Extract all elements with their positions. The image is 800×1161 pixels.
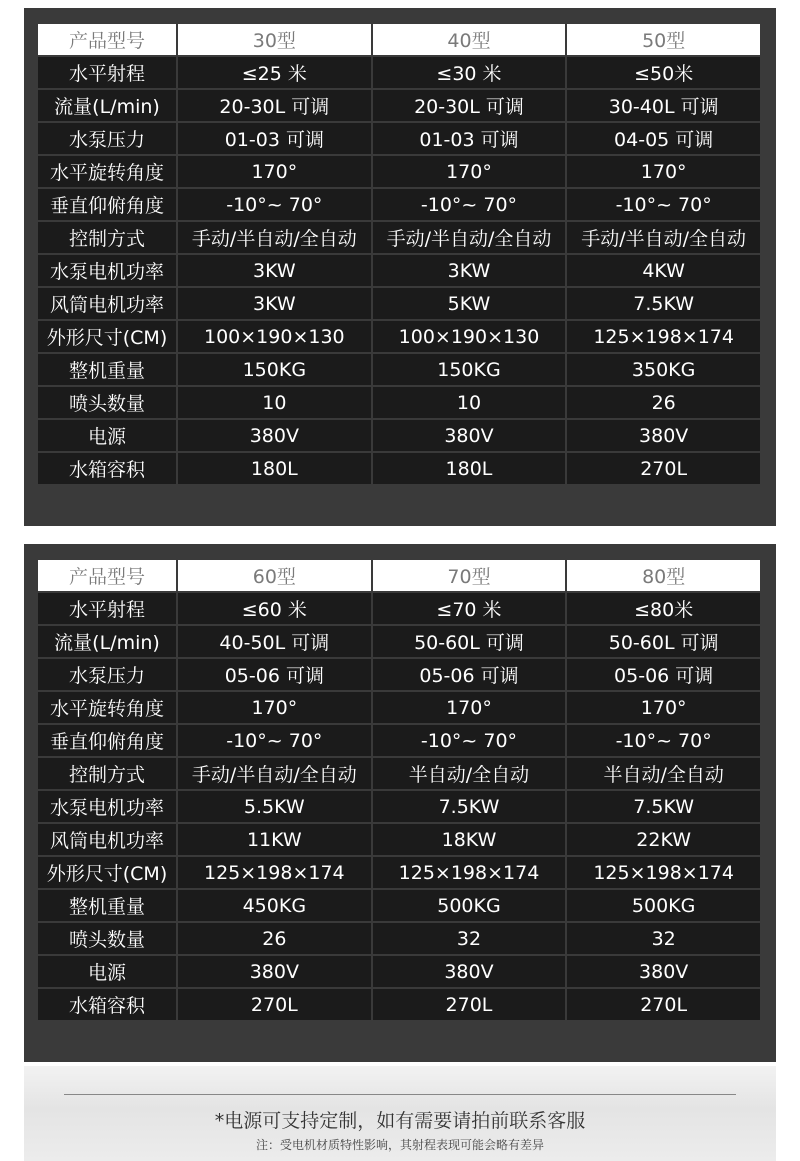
footer-notes xyxy=(24,1066,776,1161)
spec-value-cell: 半自动/全自动 xyxy=(567,758,760,789)
spec-value-cell: 125×198×174 xyxy=(567,857,760,888)
spec-value-cell: 05-06 可调 xyxy=(567,659,760,690)
table-row xyxy=(38,923,760,954)
table-row xyxy=(38,791,760,822)
table-row xyxy=(38,453,760,484)
spec-value-cell: 270L xyxy=(373,989,566,1020)
spec-value-cell: 01-03 可调 xyxy=(178,123,371,154)
spec-label-cell: 水泵电机功率 xyxy=(38,791,176,822)
spec-value-cell: 7.5KW xyxy=(567,791,760,822)
table-row xyxy=(38,123,760,154)
spec-value-cell: 手动/半自动/全自动 xyxy=(178,758,371,789)
spec-value-cell: 20-30L 可调 xyxy=(373,90,566,121)
spec-label-cell: 流量(L/min) xyxy=(38,90,176,121)
spec-value-cell: 380V xyxy=(373,956,566,987)
table-row xyxy=(38,593,760,624)
spec-value-cell: 3KW xyxy=(178,255,371,286)
spec-value-cell: 100×190×130 xyxy=(178,321,371,352)
spec-value-cell: -10°~ 70° xyxy=(567,189,760,220)
range-disclaimer-note: 注：受电机材质特性影响，其射程表现可能会略有差异 xyxy=(255,1138,544,1152)
spec-value-cell: 手动/半自动/全自动 xyxy=(178,222,371,253)
model-header-cell: 40型 xyxy=(373,24,566,55)
spec-label-cell: 垂直仰俯角度 xyxy=(38,725,176,756)
spec-table-1 xyxy=(36,22,762,486)
power-customization-note: *电源可支持定制，如有需要请拍前联系客服 xyxy=(214,1110,586,1132)
spec-value-cell: -10°~ 70° xyxy=(567,725,760,756)
spec-value-cell: 3KW xyxy=(373,255,566,286)
spec-value-cell: 10 xyxy=(178,387,371,418)
spec-value-cell: 5.5KW xyxy=(178,791,371,822)
spec-value-cell: 380V xyxy=(373,420,566,451)
spec-value-cell: 半自动/全自动 xyxy=(373,758,566,789)
spec-label-cell: 控制方式 xyxy=(38,222,176,253)
spec-value-cell: 04-05 可调 xyxy=(567,123,760,154)
table-row xyxy=(38,354,760,385)
table-row xyxy=(38,692,760,723)
spec-value-cell: 380V xyxy=(178,956,371,987)
spec-value-cell: 150KG xyxy=(178,354,371,385)
header-label-cell: 产品型号 xyxy=(38,560,176,591)
spec-value-cell: 4KW xyxy=(567,255,760,286)
footer-divider xyxy=(64,1094,736,1095)
spec-label-cell: 水平旋转角度 xyxy=(38,156,176,187)
spec-value-cell: 手动/半自动/全自动 xyxy=(373,222,566,253)
table-row xyxy=(38,90,760,121)
spec-value-cell: 150KG xyxy=(373,354,566,385)
spec-value-cell: 05-06 可调 xyxy=(178,659,371,690)
spec-label-cell: 水泵电机功率 xyxy=(38,255,176,286)
spec-value-cell: 手动/半自动/全自动 xyxy=(567,222,760,253)
spec-value-cell: 11KW xyxy=(178,824,371,855)
model-header-cell: 70型 xyxy=(373,560,566,591)
spec-value-cell: 125×198×174 xyxy=(373,857,566,888)
spec-value-cell: 170° xyxy=(567,156,760,187)
model-header-cell: 60型 xyxy=(178,560,371,591)
spec-label-cell: 流量(L/min) xyxy=(38,626,176,657)
spec-value-cell: 40-50L 可调 xyxy=(178,626,371,657)
table-row xyxy=(38,758,760,789)
spec-label-cell: 整机重量 xyxy=(38,890,176,921)
spec-value-cell: ≤25 米 xyxy=(178,57,371,88)
spec-value-cell: 500KG xyxy=(567,890,760,921)
spec-value-cell: ≤30 米 xyxy=(373,57,566,88)
spec-value-cell: 05-06 可调 xyxy=(373,659,566,690)
spec-value-cell: 450KG xyxy=(178,890,371,921)
spec-value-cell: 22KW xyxy=(567,824,760,855)
spec-label-cell: 风筒电机功率 xyxy=(38,824,176,855)
spec-value-cell: 170° xyxy=(178,156,371,187)
spec-value-cell: 3KW xyxy=(178,288,371,319)
spec-label-cell: 喷头数量 xyxy=(38,923,176,954)
spec-value-cell: 10 xyxy=(373,387,566,418)
spec-table-panel-1 xyxy=(24,8,776,526)
spec-value-cell: 01-03 可调 xyxy=(373,123,566,154)
spec-label-cell: 水平旋转角度 xyxy=(38,692,176,723)
spec-value-cell: 170° xyxy=(567,692,760,723)
spec-label-cell: 控制方式 xyxy=(38,758,176,789)
spec-label-cell: 水平射程 xyxy=(38,57,176,88)
spec-table-2 xyxy=(36,558,762,1022)
model-header-cell: 30型 xyxy=(178,24,371,55)
table-row xyxy=(38,189,760,220)
spec-value-cell: 170° xyxy=(178,692,371,723)
spec-value-cell: 26 xyxy=(178,923,371,954)
spec-value-cell: 170° xyxy=(373,692,566,723)
table-row xyxy=(38,255,760,286)
spec-value-cell: ≤70 米 xyxy=(373,593,566,624)
spec-value-cell: 26 xyxy=(567,387,760,418)
spec-value-cell: 380V xyxy=(567,420,760,451)
spec-value-cell: ≤50米 xyxy=(567,57,760,88)
table-row xyxy=(38,989,760,1020)
spec-value-cell: 30-40L 可调 xyxy=(567,90,760,121)
table-row xyxy=(38,857,760,888)
spec-value-cell: 20-30L 可调 xyxy=(178,90,371,121)
spec-value-cell: 270L xyxy=(178,989,371,1020)
spec-label-cell: 外形尺寸(CM) xyxy=(38,857,176,888)
spec-label-cell: 水箱容积 xyxy=(38,453,176,484)
spec-label-cell: 外形尺寸(CM) xyxy=(38,321,176,352)
table-row xyxy=(38,57,760,88)
header-label-cell: 产品型号 xyxy=(38,24,176,55)
spec-value-cell: ≤60 米 xyxy=(178,593,371,624)
table-row xyxy=(38,156,760,187)
spec-value-cell: 32 xyxy=(567,923,760,954)
spec-value-cell: 125×198×174 xyxy=(178,857,371,888)
spec-value-cell: -10°~ 70° xyxy=(373,725,566,756)
table-row xyxy=(38,321,760,352)
spec-value-cell: 125×198×174 xyxy=(567,321,760,352)
spec-label-cell: 电源 xyxy=(38,956,176,987)
spec-label-cell: 风筒电机功率 xyxy=(38,288,176,319)
table-header-row xyxy=(38,560,760,591)
table-row xyxy=(38,222,760,253)
spec-value-cell: 380V xyxy=(178,420,371,451)
table-row xyxy=(38,659,760,690)
spec-value-cell: 5KW xyxy=(373,288,566,319)
spec-value-cell: 32 xyxy=(373,923,566,954)
spec-value-cell: 270L xyxy=(567,453,760,484)
spec-label-cell: 水箱容积 xyxy=(38,989,176,1020)
table-row xyxy=(38,420,760,451)
spec-value-cell: 18KW xyxy=(373,824,566,855)
spec-value-cell: 270L xyxy=(567,989,760,1020)
spec-label-cell: 垂直仰俯角度 xyxy=(38,189,176,220)
spec-value-cell: -10°~ 70° xyxy=(178,189,371,220)
spec-value-cell: 7.5KW xyxy=(373,791,566,822)
table-row xyxy=(38,387,760,418)
model-header-cell: 50型 xyxy=(567,24,760,55)
spec-label-cell: 喷头数量 xyxy=(38,387,176,418)
spec-value-cell: 180L xyxy=(373,453,566,484)
spec-label-cell: 水泵压力 xyxy=(38,659,176,690)
spec-label-cell: 水泵压力 xyxy=(38,123,176,154)
spec-label-cell: 电源 xyxy=(38,420,176,451)
spec-value-cell: 500KG xyxy=(373,890,566,921)
table-row xyxy=(38,725,760,756)
model-header-cell: 80型 xyxy=(567,560,760,591)
spec-value-cell: 100×190×130 xyxy=(373,321,566,352)
table-row xyxy=(38,288,760,319)
spec-value-cell: 50-60L 可调 xyxy=(567,626,760,657)
table-header-row xyxy=(38,24,760,55)
spec-value-cell: ≤80米 xyxy=(567,593,760,624)
spec-table-panel-2 xyxy=(24,544,776,1062)
table-row xyxy=(38,890,760,921)
spec-value-cell: 50-60L 可调 xyxy=(373,626,566,657)
spec-label-cell: 水平射程 xyxy=(38,593,176,624)
spec-value-cell: 380V xyxy=(567,956,760,987)
spec-value-cell: 170° xyxy=(373,156,566,187)
table-row xyxy=(38,626,760,657)
spec-label-cell: 整机重量 xyxy=(38,354,176,385)
spec-value-cell: -10°~ 70° xyxy=(178,725,371,756)
spec-value-cell: 350KG xyxy=(567,354,760,385)
spec-value-cell: -10°~ 70° xyxy=(373,189,566,220)
table-row xyxy=(38,824,760,855)
table-row xyxy=(38,956,760,987)
spec-value-cell: 7.5KW xyxy=(567,288,760,319)
spec-value-cell: 180L xyxy=(178,453,371,484)
